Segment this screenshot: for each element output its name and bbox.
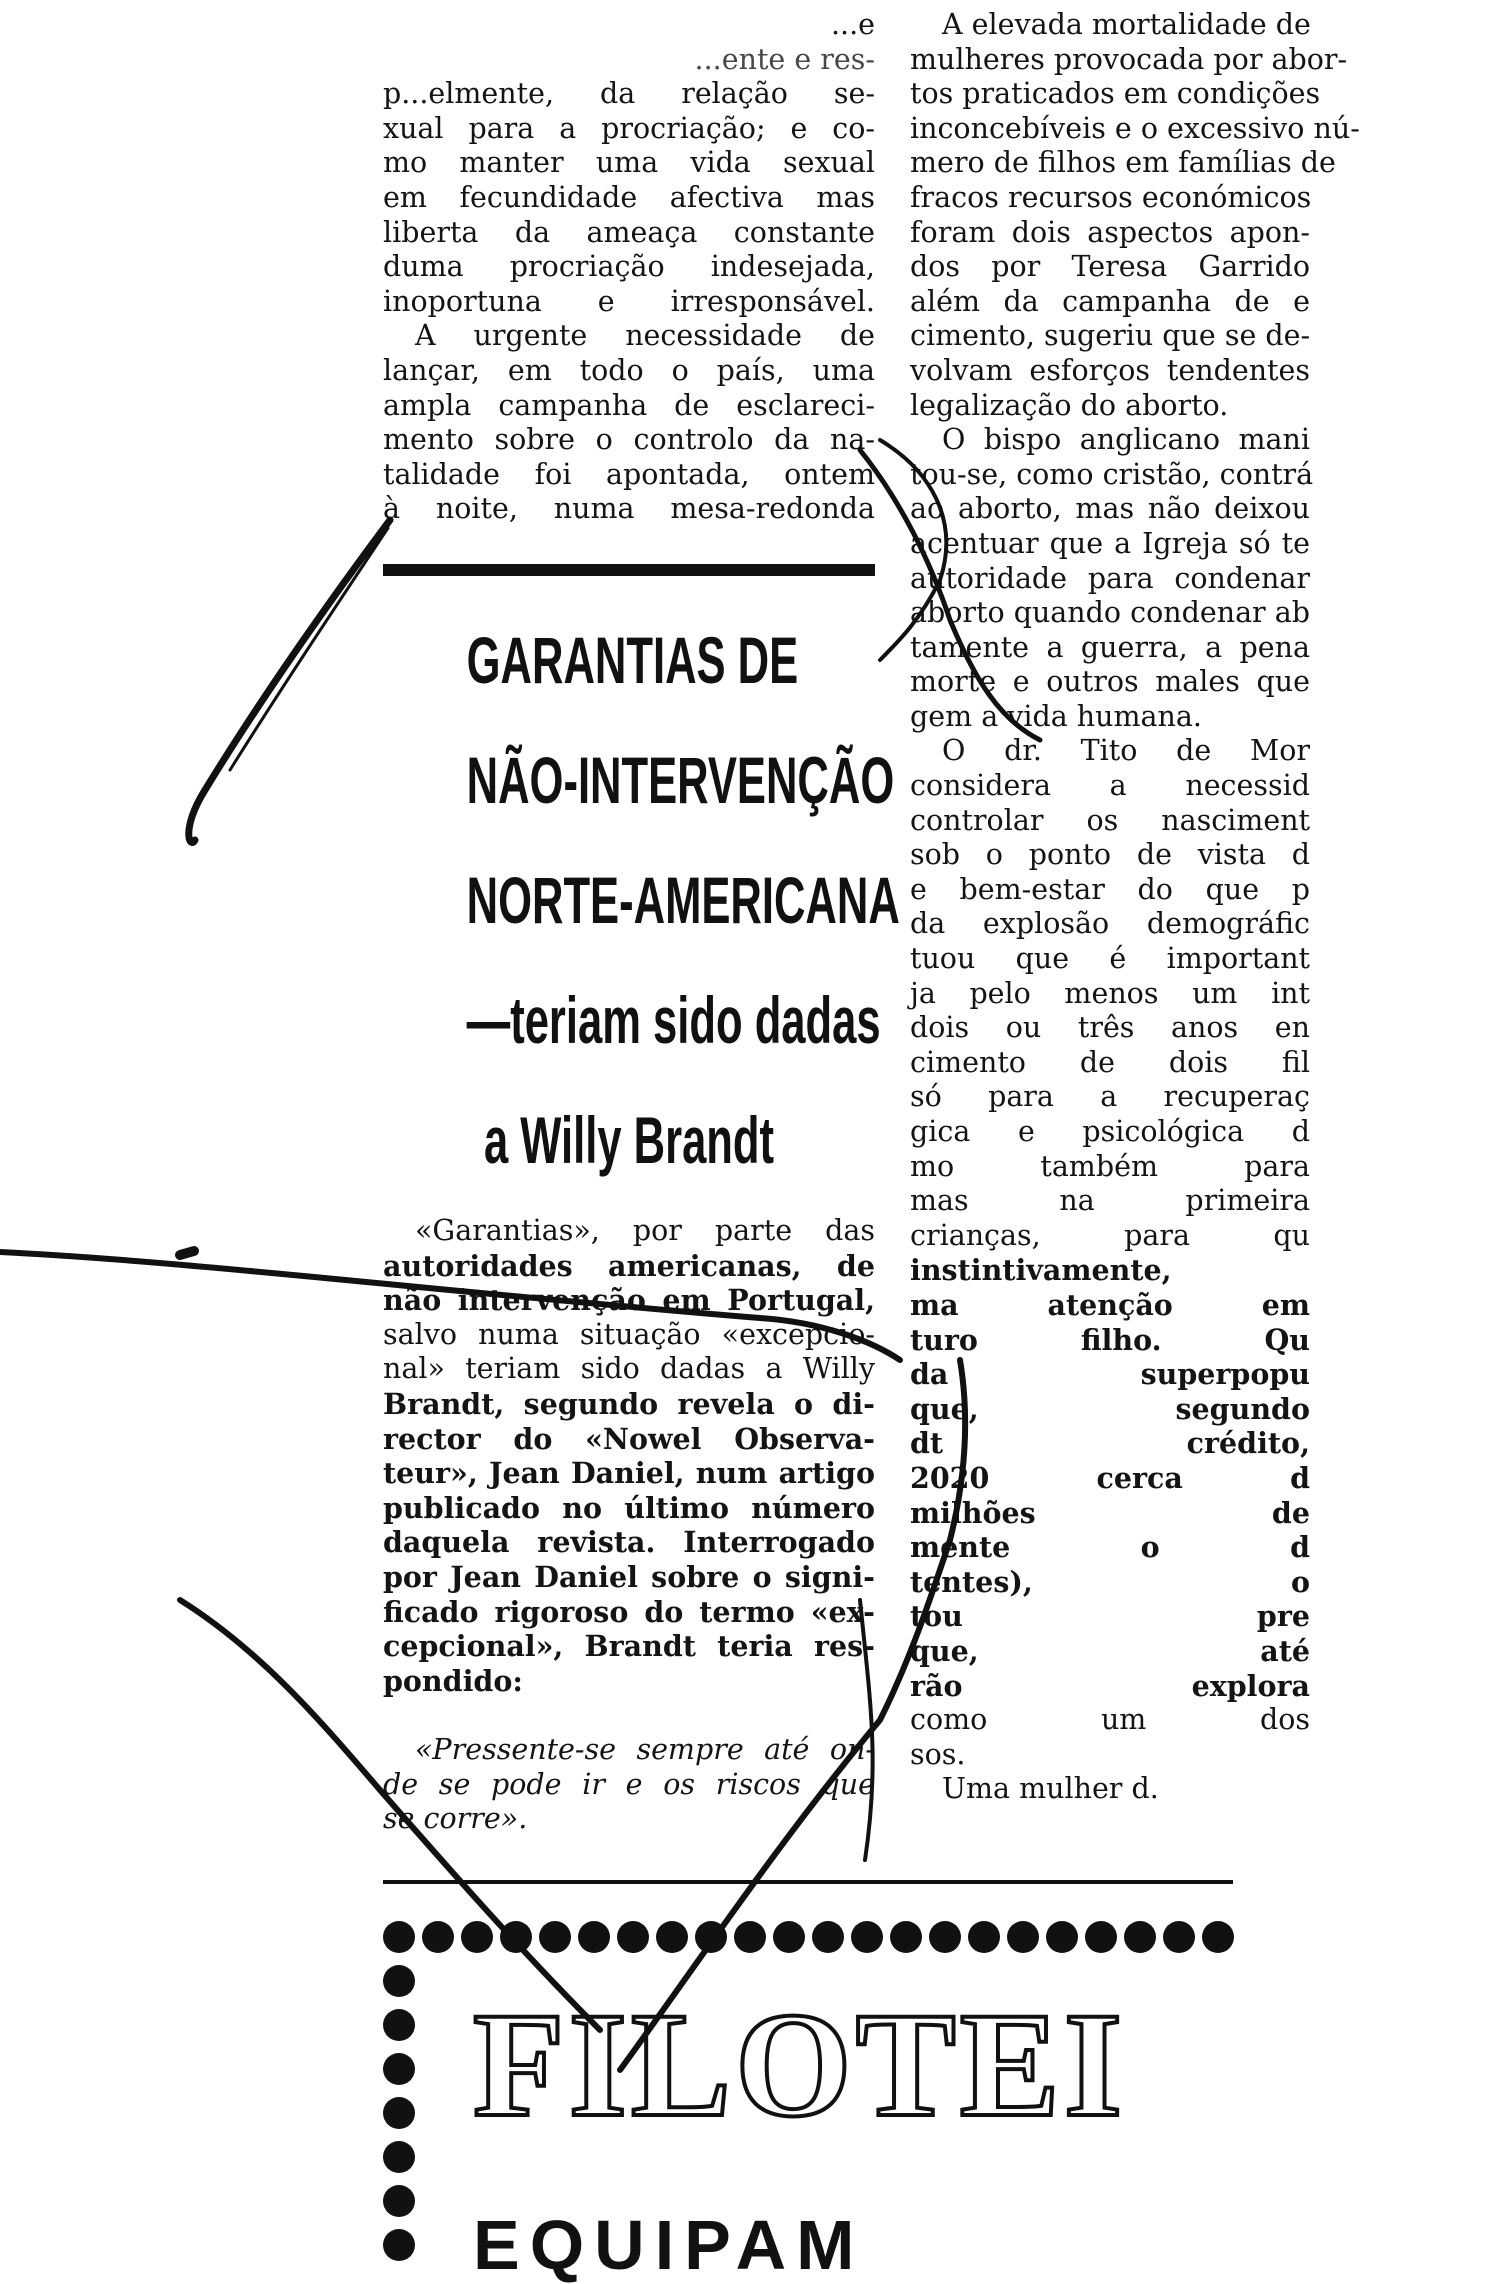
quote-line: se corre». bbox=[383, 1802, 528, 1836]
text-line: cimento, sugeriu que se de- bbox=[910, 319, 1311, 353]
ad-wordmark: FILOTEI bbox=[473, 1982, 1127, 2148]
text-line: «Garantias», por parte das bbox=[415, 1214, 875, 1247]
ad-dot bbox=[1085, 1921, 1117, 1953]
text-line: rector do «Nowel Observa- bbox=[383, 1421, 875, 1456]
text-line: legalização do aborto. bbox=[910, 388, 1229, 422]
article-body bbox=[383, 1214, 875, 1874]
text-line: tentes), o bbox=[910, 1564, 1310, 1599]
spacer bbox=[383, 1698, 875, 1733]
text-line: que, segundo bbox=[910, 1391, 1310, 1426]
ad-dot bbox=[1046, 1921, 1078, 1953]
text-line: morte e outros males que bbox=[910, 665, 1310, 699]
text-line: dois ou três anos en bbox=[910, 1011, 1310, 1045]
text-line: gica e psicológica d bbox=[910, 1115, 1310, 1148]
text-line: publicado no último número bbox=[383, 1490, 875, 1525]
ad-dot bbox=[1202, 1921, 1234, 1953]
headline-top-rule bbox=[383, 564, 875, 576]
text-line: só para a recuperaç bbox=[910, 1080, 1310, 1114]
text-line: instintivamente, bbox=[910, 1253, 1172, 1288]
ad-dot bbox=[383, 2229, 415, 2261]
ad-dot bbox=[383, 2097, 415, 2129]
right-column bbox=[910, 8, 1360, 1838]
ad-dot bbox=[851, 1921, 883, 1953]
text-line: além da campanha de e bbox=[910, 284, 1310, 318]
text-line: ...ente e res- bbox=[694, 42, 875, 76]
text-line: mero de filhos em famílias de bbox=[910, 146, 1336, 180]
text-line: da superpopu bbox=[910, 1357, 1310, 1392]
text-line: O bispo anglicano mani bbox=[942, 423, 1310, 457]
ad-dot bbox=[1163, 1921, 1195, 1953]
ad-dot bbox=[890, 1921, 922, 1953]
text-line: mulheres provocada por abor- bbox=[910, 42, 1348, 76]
ad-dot bbox=[734, 1921, 766, 1953]
text-line: teur», Jean Daniel, num artigo bbox=[383, 1456, 875, 1491]
text-line: milhões de bbox=[910, 1495, 1310, 1530]
text-line: tos praticados em condições bbox=[910, 77, 1321, 111]
text-line: da explosão demográfic bbox=[910, 907, 1310, 941]
text-line: tou-se, como cristão, contrá bbox=[910, 457, 1314, 491]
ad-dot bbox=[617, 1921, 649, 1953]
text-line: cepcional», Brandt teria res- bbox=[383, 1629, 875, 1664]
text-line: inconcebíveis e o excessivo nú- bbox=[910, 111, 1360, 145]
text-line: autoridade para condenar bbox=[910, 561, 1310, 595]
text-line: aborto quando condenar ab bbox=[910, 596, 1310, 630]
text-line: autoridades americanas, de bbox=[383, 1248, 875, 1283]
text-line: p...elmente, da relação se- bbox=[383, 77, 875, 111]
text-line: mas na primeira bbox=[910, 1184, 1310, 1218]
text-line: ja pelo menos um int bbox=[910, 976, 1310, 1010]
text-line: volvam esforços tendentes bbox=[910, 353, 1310, 387]
ad-dot bbox=[383, 1921, 415, 1953]
text-line: e bem-estar do que p bbox=[910, 872, 1310, 906]
text-line: mento sobre o controlo da na- bbox=[383, 423, 875, 457]
text-line: A urgente necessidade de bbox=[415, 319, 875, 353]
text-line: mente o d bbox=[910, 1530, 1310, 1565]
text-line: mo também para bbox=[910, 1149, 1310, 1183]
ad-dot bbox=[500, 1921, 532, 1953]
text-line: talidade foi apontada, ontem bbox=[383, 457, 875, 491]
ad-dot bbox=[461, 1921, 493, 1953]
ad-subtext: EQUIPAM bbox=[473, 2206, 865, 2284]
ad-dot bbox=[1124, 1921, 1156, 1953]
text-line: ampla campanha de esclareci- bbox=[383, 388, 875, 422]
ad-dot bbox=[539, 1921, 571, 1953]
text-line: em fecundidade afectiva mas bbox=[383, 180, 875, 214]
quote-line: de se pode ir e os riscos que bbox=[383, 1767, 875, 1801]
text-line: O dr. Tito de Mor bbox=[942, 734, 1310, 768]
ad-dot bbox=[929, 1921, 961, 1953]
pen-stroke bbox=[230, 528, 388, 770]
headline-line: —teriam sido dadas bbox=[466, 983, 881, 1057]
text-line: 2020 cerca d bbox=[910, 1460, 1310, 1495]
ad-dot bbox=[1007, 1921, 1039, 1953]
ad-dot bbox=[422, 1921, 454, 1953]
ad-dot bbox=[383, 2185, 415, 2217]
headline-line: GARANTIAS DE bbox=[466, 623, 799, 697]
text-line: à noite, numa mesa-redonda bbox=[383, 492, 875, 526]
text-line: cimento de dois fil bbox=[910, 1045, 1310, 1079]
advertisement bbox=[383, 1905, 1283, 2284]
ad-dot bbox=[383, 1965, 415, 1997]
ad-dot bbox=[383, 2141, 415, 2173]
text-line: daquela revista. Interrogado bbox=[383, 1525, 875, 1560]
text-line: pondido: bbox=[383, 1663, 523, 1698]
headline-line: NÃO-INTERVENÇÃO bbox=[466, 743, 895, 817]
pen-stroke bbox=[180, 1251, 194, 1255]
text-line: dt crédito, bbox=[910, 1426, 1310, 1461]
text-line: ficado rigoroso do termo «ex- bbox=[383, 1594, 875, 1629]
text-line: fracos recursos económicos bbox=[910, 180, 1312, 214]
text-line: tuou que é important bbox=[910, 942, 1310, 976]
ad-dot bbox=[812, 1921, 844, 1953]
text-line: crianças, para qu bbox=[910, 1218, 1310, 1252]
text-line: não intervenção em Portugal, bbox=[383, 1283, 875, 1318]
ad-dot bbox=[695, 1921, 727, 1953]
text-line: mo manter uma vida sexual bbox=[383, 146, 875, 180]
text-line: sob o ponto de vista d bbox=[910, 838, 1310, 872]
text-line: tamente a guerra, a pena bbox=[910, 630, 1310, 664]
text-line: sos. bbox=[910, 1737, 966, 1771]
text-line: duma procriação indesejada, bbox=[383, 250, 875, 284]
text-line: dos por Teresa Garrido bbox=[910, 250, 1310, 284]
headline bbox=[383, 600, 900, 1200]
text-line: salvo numa situação «excepcio- bbox=[383, 1317, 875, 1351]
ad-dot bbox=[656, 1921, 688, 1953]
text-line: gem a vida humana. bbox=[910, 699, 1202, 733]
headline-line: a Willy Brandt bbox=[483, 1103, 775, 1177]
text-line: turo filho. Qu bbox=[910, 1322, 1310, 1357]
ad-dot bbox=[773, 1921, 805, 1953]
text-line: A elevada mortalidade de bbox=[942, 8, 1311, 41]
text-line: ...e bbox=[830, 8, 875, 41]
ad-dot bbox=[383, 2009, 415, 2041]
left-column-top bbox=[383, 8, 875, 548]
text-line: que, até bbox=[910, 1633, 1310, 1668]
ad-dot bbox=[968, 1921, 1000, 1953]
pen-stroke bbox=[189, 520, 390, 843]
text-line: foram dois aspectos apon- bbox=[910, 215, 1310, 249]
text-line: Brandt, segundo revela o di- bbox=[383, 1386, 875, 1421]
text-line: ma atenção em bbox=[910, 1287, 1310, 1322]
text-line: como um dos bbox=[910, 1703, 1310, 1737]
ad-top-rule bbox=[383, 1880, 1233, 1884]
ad-dot bbox=[578, 1921, 610, 1953]
headline-line: NORTE-AMERICANA bbox=[466, 863, 900, 937]
text-line: considera a necessid bbox=[910, 769, 1310, 803]
text-line: controlar os nasciment bbox=[910, 803, 1310, 837]
text-line: nal» teriam sido dadas a Willy bbox=[383, 1352, 875, 1386]
text-line: acentuar que a Igreja só te bbox=[910, 526, 1310, 560]
text-line: rão explora bbox=[910, 1668, 1310, 1703]
ad-dot bbox=[383, 2053, 415, 2085]
quote-line: «Pressente-se sempre até on- bbox=[415, 1732, 875, 1766]
text-line: tou pre bbox=[910, 1599, 1310, 1634]
text-line: ao aborto, mas não deixou bbox=[910, 492, 1310, 526]
text-line: por Jean Daniel sobre o signi- bbox=[383, 1559, 875, 1594]
text-line: Uma mulher d. bbox=[942, 1772, 1159, 1806]
text-line: liberta da ameaça constante bbox=[383, 215, 875, 249]
text-line: xual para a procriação; e co- bbox=[383, 111, 875, 145]
text-line: inoportuna e irresponsável. bbox=[383, 284, 875, 318]
text-line: lançar, em todo o país, uma bbox=[383, 353, 875, 387]
